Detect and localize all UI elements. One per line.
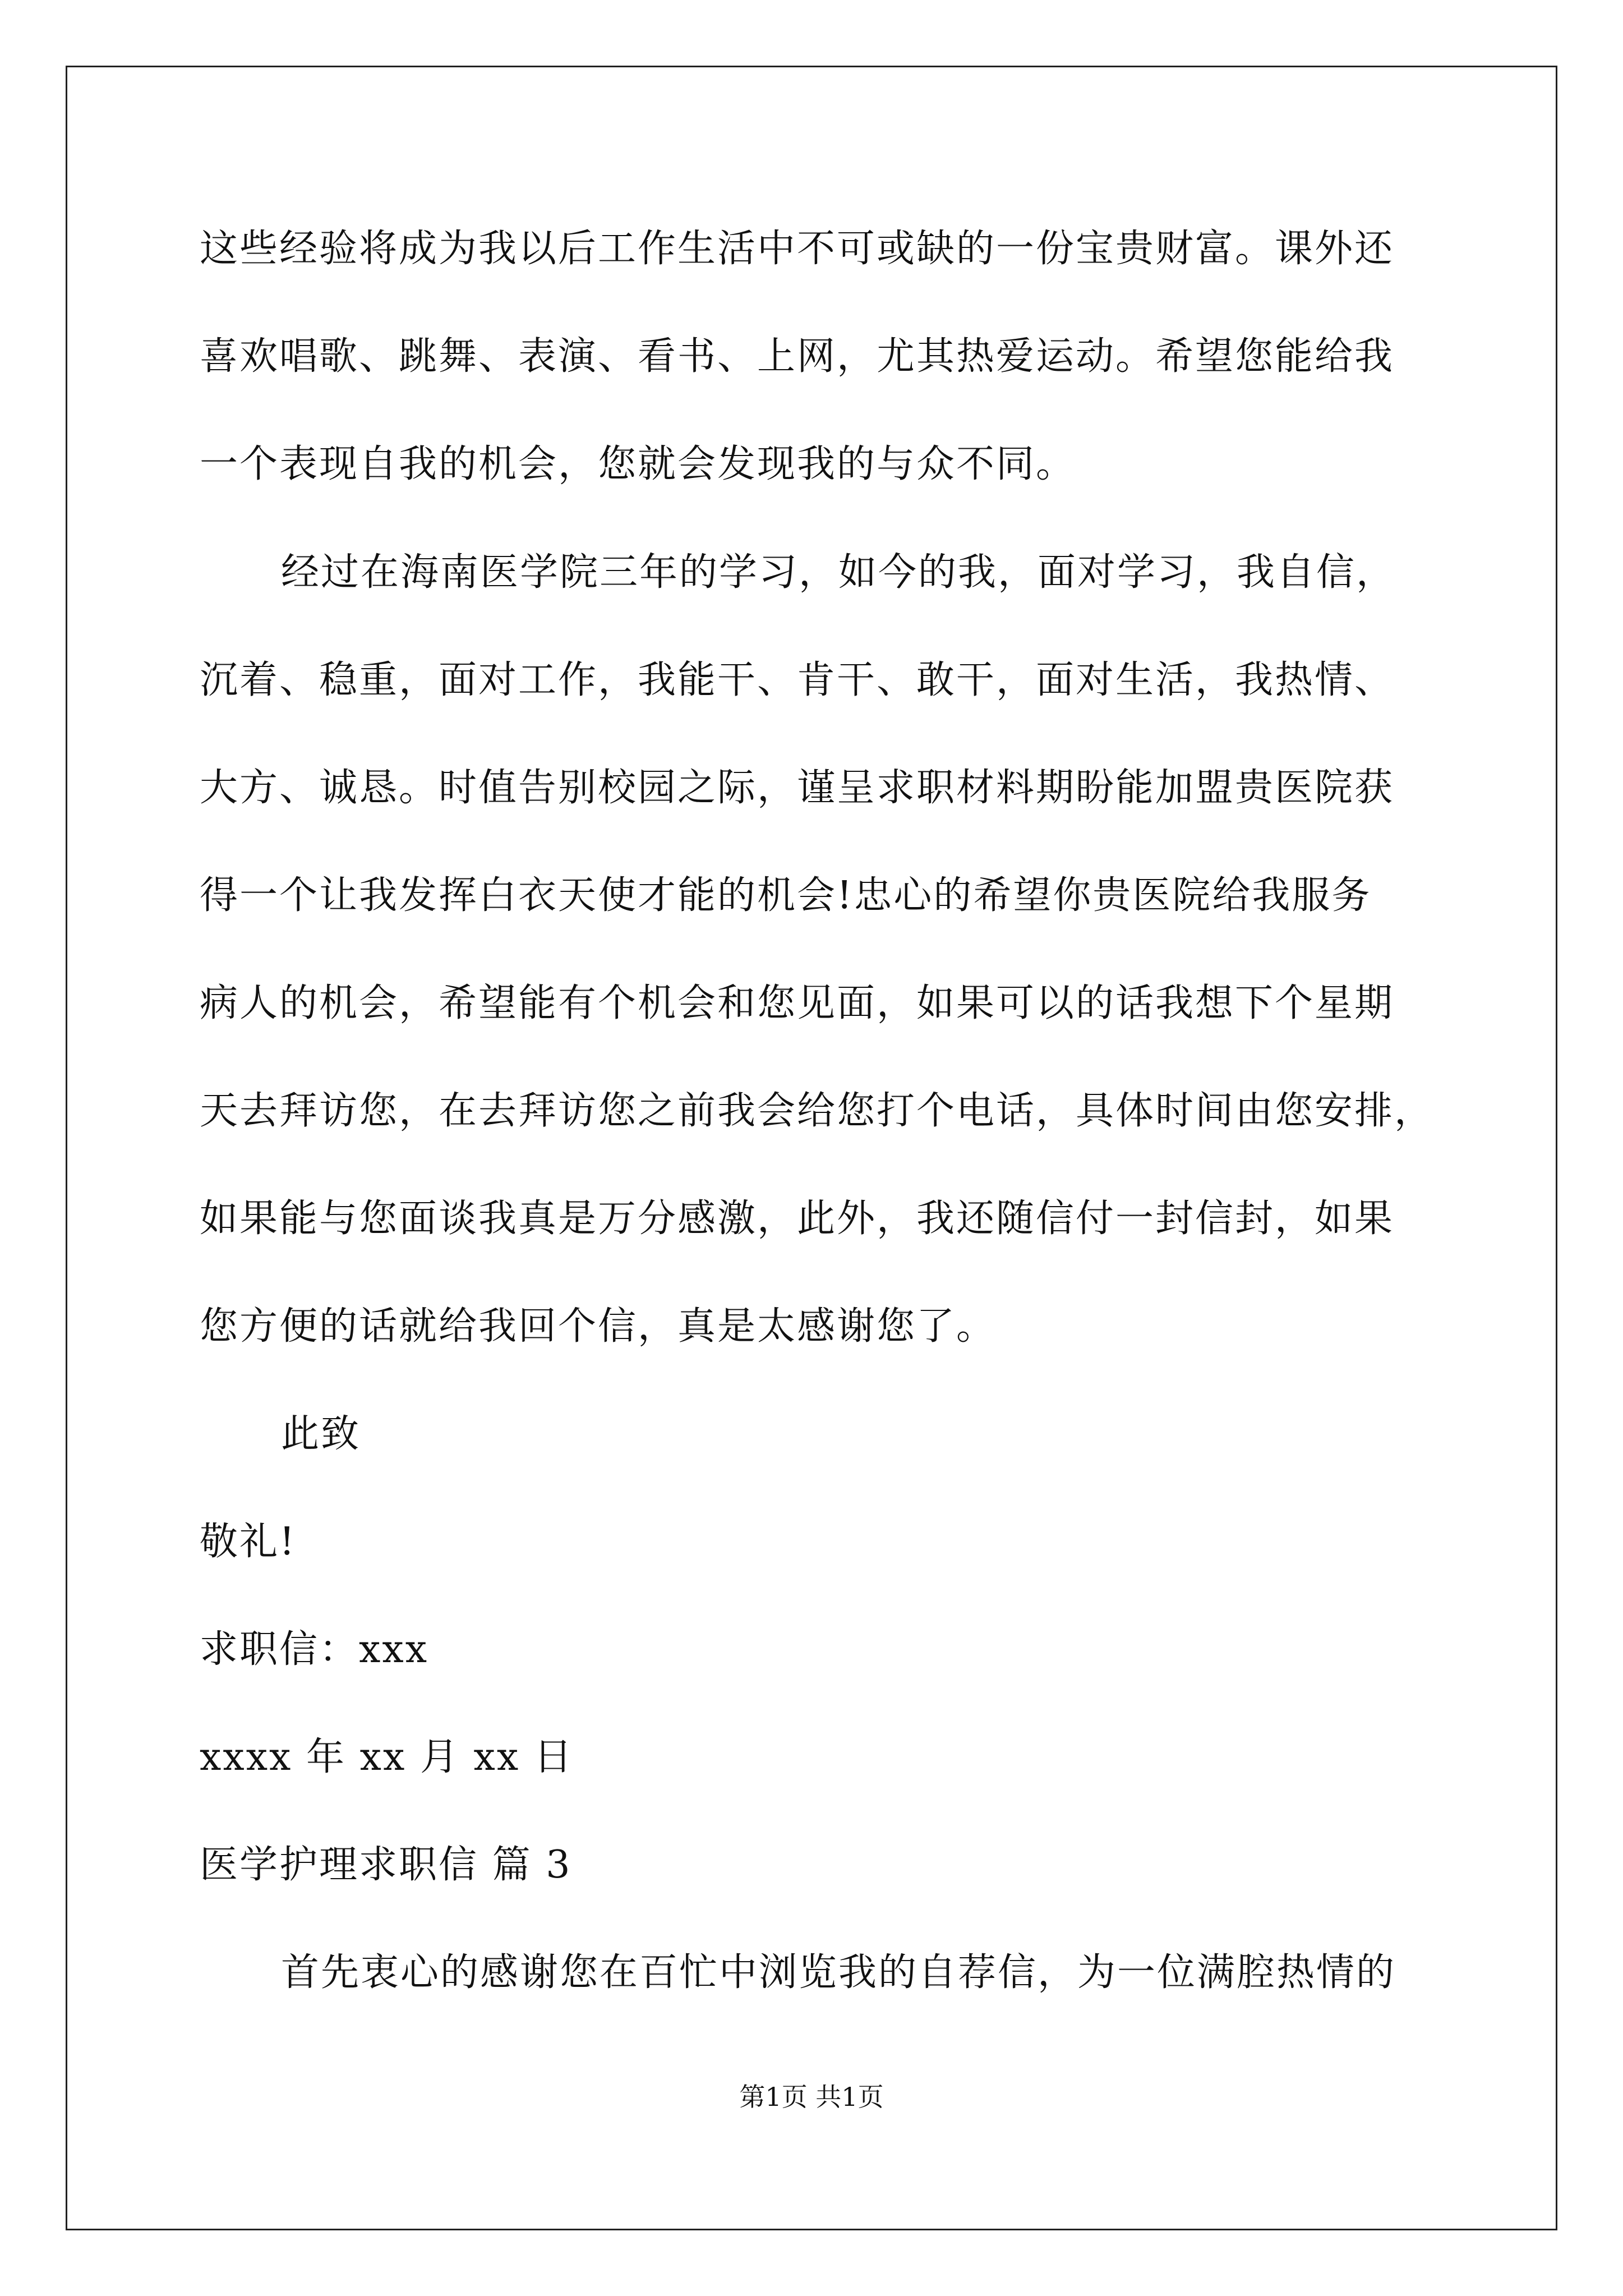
text-line: 首先衷心的感谢您在百忙中浏览我的自荐信，为一位满腔热情的	[281, 1950, 1396, 1995]
date-line: xxxx 年 xx 月 xx 日	[200, 1735, 574, 1779]
text-line: 如果能与您面谈我真是万分感激，此外，我还随信付一封信封，如果	[200, 1197, 1395, 1241]
text-line: 喜欢唱歌、跳舞、表演、看书、上网，尤其热爱运动。希望您能给我	[200, 334, 1395, 379]
salutation-regards: 敬礼!	[200, 1520, 297, 1564]
signature-line: 求职信：xxx	[200, 1627, 429, 1672]
section-heading: 医学护理求职信 篇 3	[200, 1843, 572, 1887]
text-line: 大方、诚恳。时值告别校园之际，谨呈求职材料期盼能加盟贵医院获	[200, 766, 1395, 810]
text-line: 这些经验将成为我以后工作生活中不可或缺的一份宝贵财富。课外还	[200, 227, 1395, 271]
page-border	[66, 66, 1557, 2230]
salutation-closing: 此致	[281, 1412, 361, 1456]
text-line: 经过在海南医学院三年的学习，如今的我，面对学习，我自信，	[281, 550, 1396, 595]
text-line: 得一个让我发挥白衣天使才能的机会!忠心的希望你贵医院给我服务	[200, 873, 1372, 918]
text-line: 病人的机会，希望能有个机会和您见面，如果可以的话我想下个星期	[200, 981, 1395, 1025]
text-line: 一个表现自我的机会，您就会发现我的与众不同。	[200, 442, 1076, 486]
text-line: 天去拜访您，在去拜访您之前我会给您打个电话，具体时间由您安排，	[200, 1089, 1435, 1133]
text-line: 沉着、稳重，面对工作，我能干、肯干、敢干，面对生活，我热情、	[200, 658, 1395, 702]
page-footer: 第1页 共1页	[739, 2082, 884, 2112]
text-line: 您方便的话就给我回个信，真是太感谢您了。	[200, 1304, 997, 1349]
